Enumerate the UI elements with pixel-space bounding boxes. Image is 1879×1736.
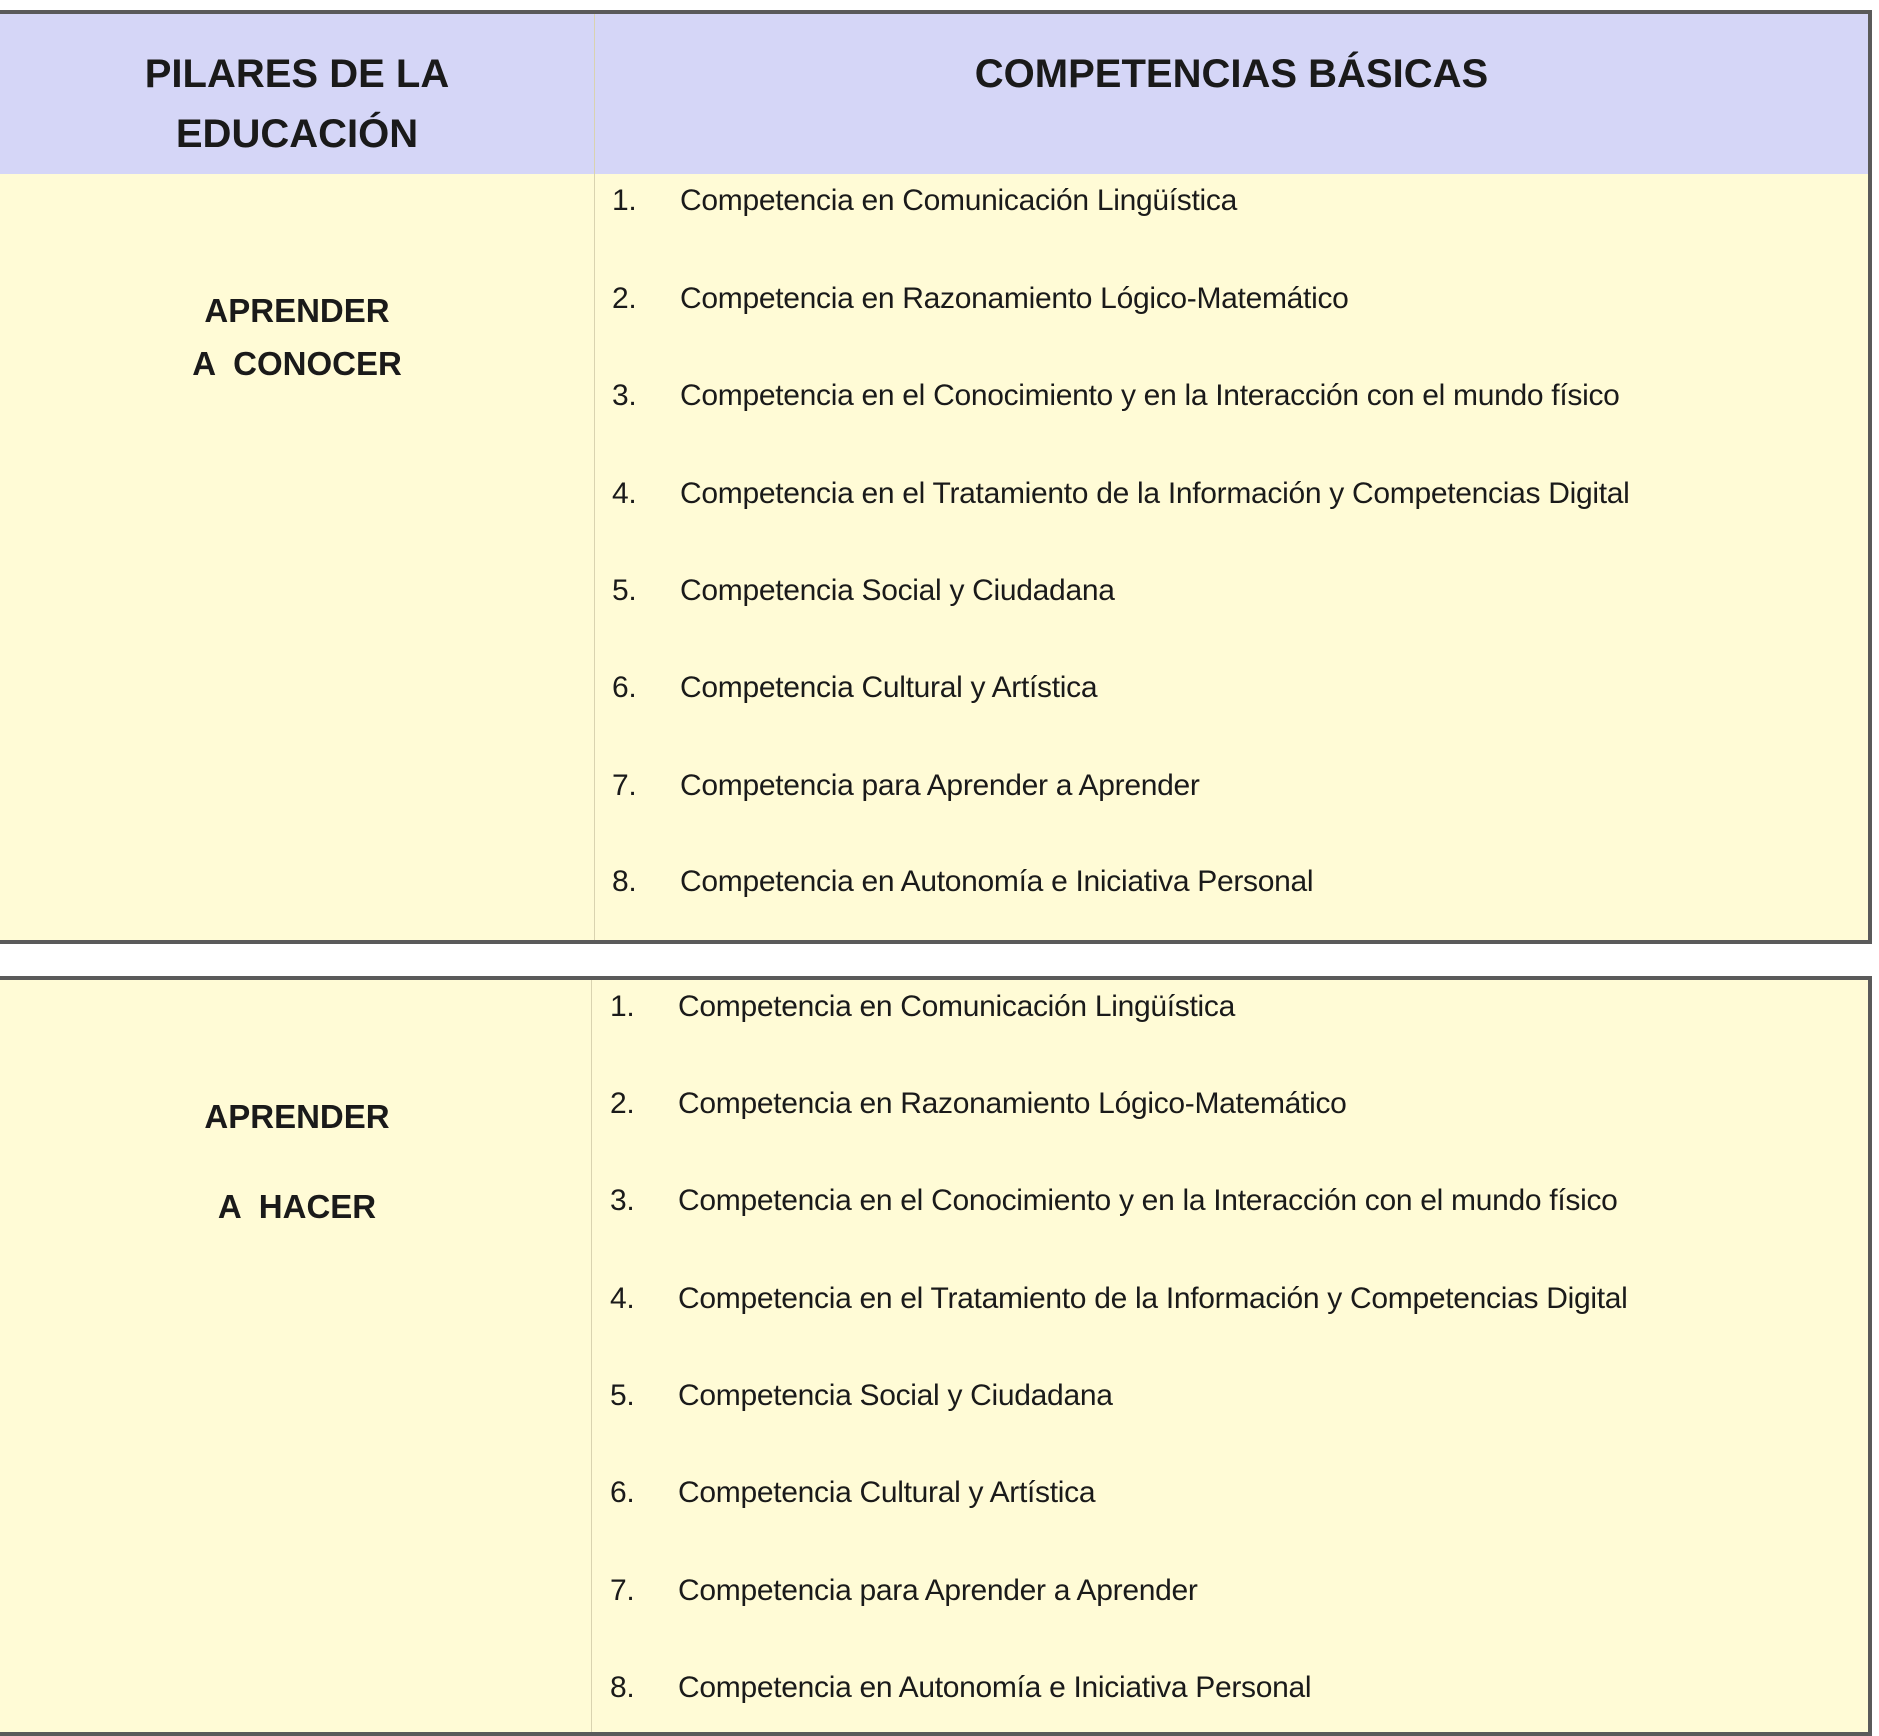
item-number: 8. [610,1671,635,1704]
competency-item [610,990,1235,1024]
competency-item [610,1282,1628,1316]
table-header [0,14,1868,174]
item-number: 5. [612,574,637,607]
pillar-line1: APRENDER [204,292,390,329]
item-number: 1. [610,990,635,1023]
competency-item [612,574,1115,608]
item-number: 3. [610,1184,635,1217]
pillar-label [0,1072,594,1252]
header-competencies: COMPETENCIAS BÁSICAS [974,52,1489,96]
competency-item [610,1476,1095,1510]
item-number: 7. [610,1574,635,1607]
item-text: Competencia en el Tratamiento de la Información y Competencias Digital [680,477,1630,510]
item-number: 5. [610,1379,635,1412]
item-text: Competencia Cultural y Artística [680,671,1098,704]
competency-item [612,282,1349,316]
pillar-line2: A CONOCER [192,345,402,382]
table-aprender-a-hacer [0,976,1872,1736]
header-pillars-line1: PILARES DE LA [144,52,450,96]
item-number: 6. [610,1476,635,1509]
competency-item [610,1184,1618,1218]
item-text: Competencia en Comunicación Lingüística [680,184,1237,217]
item-text: Competencia Social y Ciudadana [678,1379,1113,1412]
item-text: Competencia en el Tratamiento de la Información y Competencias Digital [678,1282,1628,1315]
item-text: Competencia en Razonamiento Lógico-Matemático [678,1087,1347,1120]
item-number: 4. [612,477,637,510]
item-number: 2. [610,1087,635,1120]
competency-item [612,671,1097,705]
pillar-label [0,284,594,390]
competency-item [610,1574,1198,1608]
competency-item [612,865,1313,899]
competency-item [612,769,1200,803]
pillar-line1: APRENDER [204,1098,390,1135]
header-pillars-line2: EDUCACIÓN [175,112,419,156]
competency-item [612,477,1630,511]
column-divider [594,14,595,940]
item-text: Competencia para Aprender a Aprender [680,769,1200,802]
competency-item [612,379,1620,413]
competency-item [610,1087,1347,1121]
competency-item [610,1671,1311,1705]
item-text: Competencia para Aprender a Aprender [678,1574,1198,1607]
item-number: 1. [612,184,637,217]
item-number: 2. [612,282,637,315]
pillar-line2: A HACER [217,1188,377,1225]
item-text: Competencia en el Conocimiento y en la Interacción con el mundo físico [680,379,1620,412]
table-aprender-a-conocer [0,10,1872,944]
item-number: 3. [612,379,637,412]
header-pillars [0,14,594,164]
item-number: 4. [610,1282,635,1315]
item-number: 6. [612,671,637,704]
competency-item [610,1379,1113,1413]
item-text: Competencia en Autonomía e Iniciativa Personal [678,1671,1312,1704]
item-text: Competencia en Razonamiento Lógico-Matemático [680,282,1349,315]
item-text: Competencia en Comunicación Lingüística [678,990,1235,1023]
competency-item [612,184,1237,218]
item-text: Competencia Social y Ciudadana [680,574,1115,607]
item-text: Competencia en Autonomía e Iniciativa Personal [680,865,1314,898]
item-number: 7. [612,769,637,802]
item-text: Competencia Cultural y Artística [678,1476,1096,1509]
item-number: 8. [612,865,637,898]
item-text: Competencia en el Conocimiento y en la Interacción con el mundo físico [678,1184,1618,1217]
